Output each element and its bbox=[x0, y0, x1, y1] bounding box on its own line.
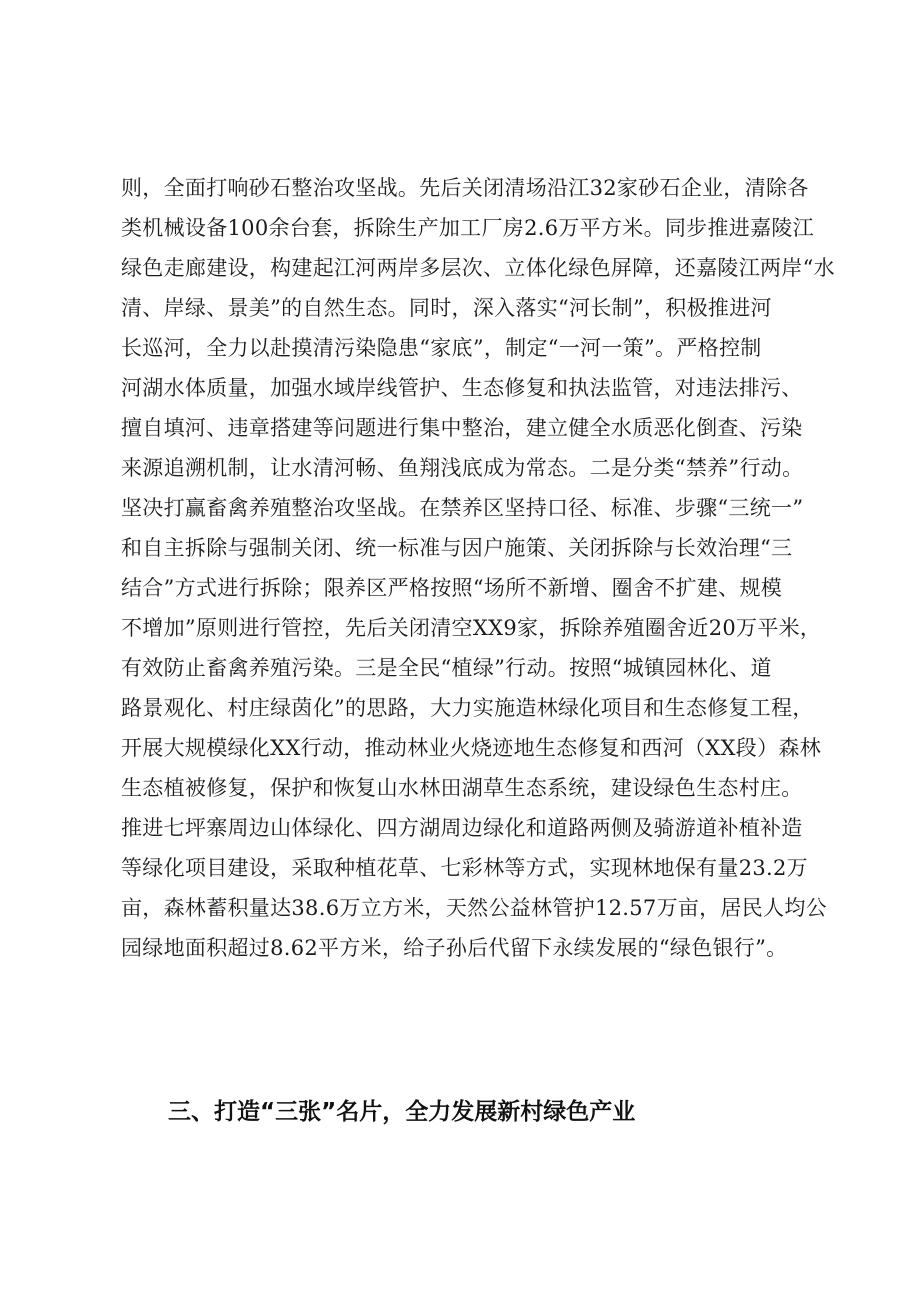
paragraph-line: 不增加”原则进行管控，先后关闭清空XX9家，拆除养殖圈舍近20万平米， bbox=[121, 616, 822, 640]
paragraph-line: 园绿地面积超过8.62平方米，给子孙后代留下永续发展的“绿色银行”。 bbox=[121, 936, 788, 960]
paragraph-line: 和自主拆除与强制关闭、统一标准与因户施策、关闭拆除与长效治理“三 bbox=[121, 536, 793, 560]
paragraph-line: 推进七坪寨周边山体绿化、四方湖周边绿化和道路两侧及骑游道补植补造 bbox=[121, 816, 803, 840]
paragraph-line: 结合”方式进行拆除；限养区严格按照“场所不新增、圈舍不扩建、规模 bbox=[121, 576, 783, 600]
paragraph-line: 坚决打赢畜禽养殖整治攻坚战。在禁养区坚持口径、标准、步骤“三统一” bbox=[121, 496, 804, 520]
paragraph-line: 类机械设备100余台套，拆除生产加工厂房2.6万平方米。同步推进嘉陵江 bbox=[121, 216, 814, 240]
paragraph-line: 开展大规模绿化XX行动，推动林业火烧迹地生态修复和西河（XX段）森林 bbox=[121, 736, 821, 760]
paragraph-line: 清、岸绿、景美”的自然生态。同时，深入落实“河长制”，积极推进河 bbox=[121, 296, 772, 320]
paragraph-line: 等绿化项目建设，采取种植花草、七彩林等方式，实现林地保有量23.2万 bbox=[121, 856, 808, 880]
paragraph-line: 亩，森林蓄积量达38.6万立方米，天然公益林管护12.57万亩，居民人均公 bbox=[121, 896, 827, 920]
paragraph-line: 生态植被修复，保护和恢复山水林田湖草生态系统，建设绿色生态村庄。 bbox=[121, 776, 803, 800]
body-paragraph bbox=[121, 168, 835, 968]
paragraph-line: 河湖水体质量，加强水域岸线管护、生态修复和执法监管，对违法排污、 bbox=[121, 376, 803, 400]
paragraph-line: 来源追溯机制，让水清河畅、鱼翔浅底成为常态。二是分类“禁养”行动。 bbox=[121, 456, 804, 480]
paragraph-line: 长巡河，全力以赴摸清污染隐患“家底”，制定“一河一策”。严格控制 bbox=[121, 336, 762, 360]
section-heading: 三、打造“三张”名片，全力发展新村绿色产业 bbox=[168, 1099, 636, 1125]
paragraph-line: 有效防止畜禽养殖污染。三是全民“植绿”行动。按照“城镇园林化、道 bbox=[121, 656, 772, 680]
paragraph-line: 擅自填河、违章搭建等问题进行集中整治，建立健全水质恶化倒查、污染 bbox=[121, 416, 803, 440]
paragraph-line: 则，全面打响砂石整治攻坚战。先后关闭清场沿江32家砂石企业，清除各 bbox=[121, 176, 809, 200]
paragraph-line: 绿色走廊建设，构建起江河两岸多层次、立体化绿色屏障，还嘉陵江两岸“水 bbox=[121, 256, 835, 280]
paragraph-line: 路景观化、村庄绿茵化”的思路，大力实施造林绿化项目和生态修复工程， bbox=[121, 696, 814, 720]
